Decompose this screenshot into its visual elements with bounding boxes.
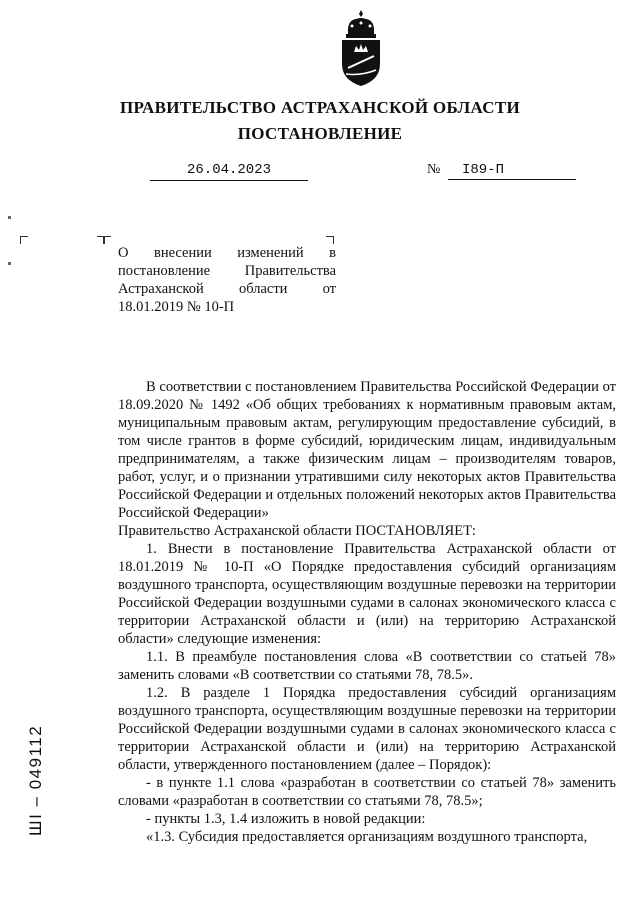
item-1-1-paragraph: 1.1. В преамбуле постановления слова «В соответствии со статьей 78» заменить словами «В соответствии со статьями 78, 78.5». (118, 649, 616, 683)
subject-corner-mark-right (326, 236, 334, 244)
margin-dot (8, 262, 11, 265)
item-1-2-bullet-1: - в пункте 1.1 слова «разработан в соответствии со статьей 78» заменить словами «разработан в соответствии со статьями 78, 78.5»; (118, 775, 616, 809)
side-serial-stamp: ШI – 049112 (26, 724, 45, 836)
astrakhan-coat-of-arms-icon (334, 8, 388, 90)
document-type: ПОСТАНОВЛЕНИЕ (237, 124, 403, 143)
item-1-paragraph: 1. Внести в постановление Правительства Астраханской области от 18.01.2019 № 10-П «О Порядке предоставления субсидий организациям воздушного транспорта, осуществляющим воздушные перевозки на территории Российской Федерации воздушными судами в салонах экономического класса с территории Астраханской области и (или) на территорию Астраханской области» следующие изменения: (118, 541, 616, 647)
decree-number: I89-П (448, 160, 576, 180)
decree-date: 26.04.2023 (150, 160, 308, 181)
organization-title: ПРАВИТЕЛЬСТВО АСТРАХАНСКОЙ ОБЛАСТИ (120, 98, 520, 117)
preamble-paragraph: В соответствии с постановлением Правительства Российской Федерации от 18.09.2020 № 1492 «Об общих требованиях к нормативным правовым актам, муниципальным правовым актам, регулирующим предоставление субсидий, в том числе грантов в форме субсидий, юридическим лицам, индивидуальным предпринимателям, а также физическим лицам – производителям товаров, работ, услуг, и о признании утратившими силу некоторых актов Правительства Российской Федерации и отдельных положений некоторых актов Правительства Российской Федерации» (118, 379, 616, 521)
subject-corner-mark-left-inner (97, 236, 105, 244)
resolution-line: Правительство Астраханской области ПОСТАНОВЛЯЕТ: (118, 523, 476, 539)
margin-dot (8, 216, 11, 219)
decree-subject: О внесении изменений в постановление Правительства Астраханской области от 18.01.2019 № 10-П (118, 245, 336, 315)
item-1-2-bullet-2: - пункты 1.3, 1.4 изложить в новой редакции: (146, 811, 426, 827)
item-1-2-paragraph: 1.2. В разделе 1 Порядка предоставления субсидий организациям воздушного транспорта, осуществляющим воздушные перевозки на территории Российской Федерации воздушными судами в салонах экономического класса с территории Астраханской области и (или) на территорию Астраханской области, утвержденного постановлением (далее – Порядок): (118, 685, 616, 773)
number-label: № (427, 162, 441, 177)
item-1-3-paragraph: «1.3. Субсидия предоставляется организациям воздушного транспорта, (146, 829, 588, 845)
margin-corner-mark (20, 236, 28, 244)
decree-body (118, 378, 616, 846)
